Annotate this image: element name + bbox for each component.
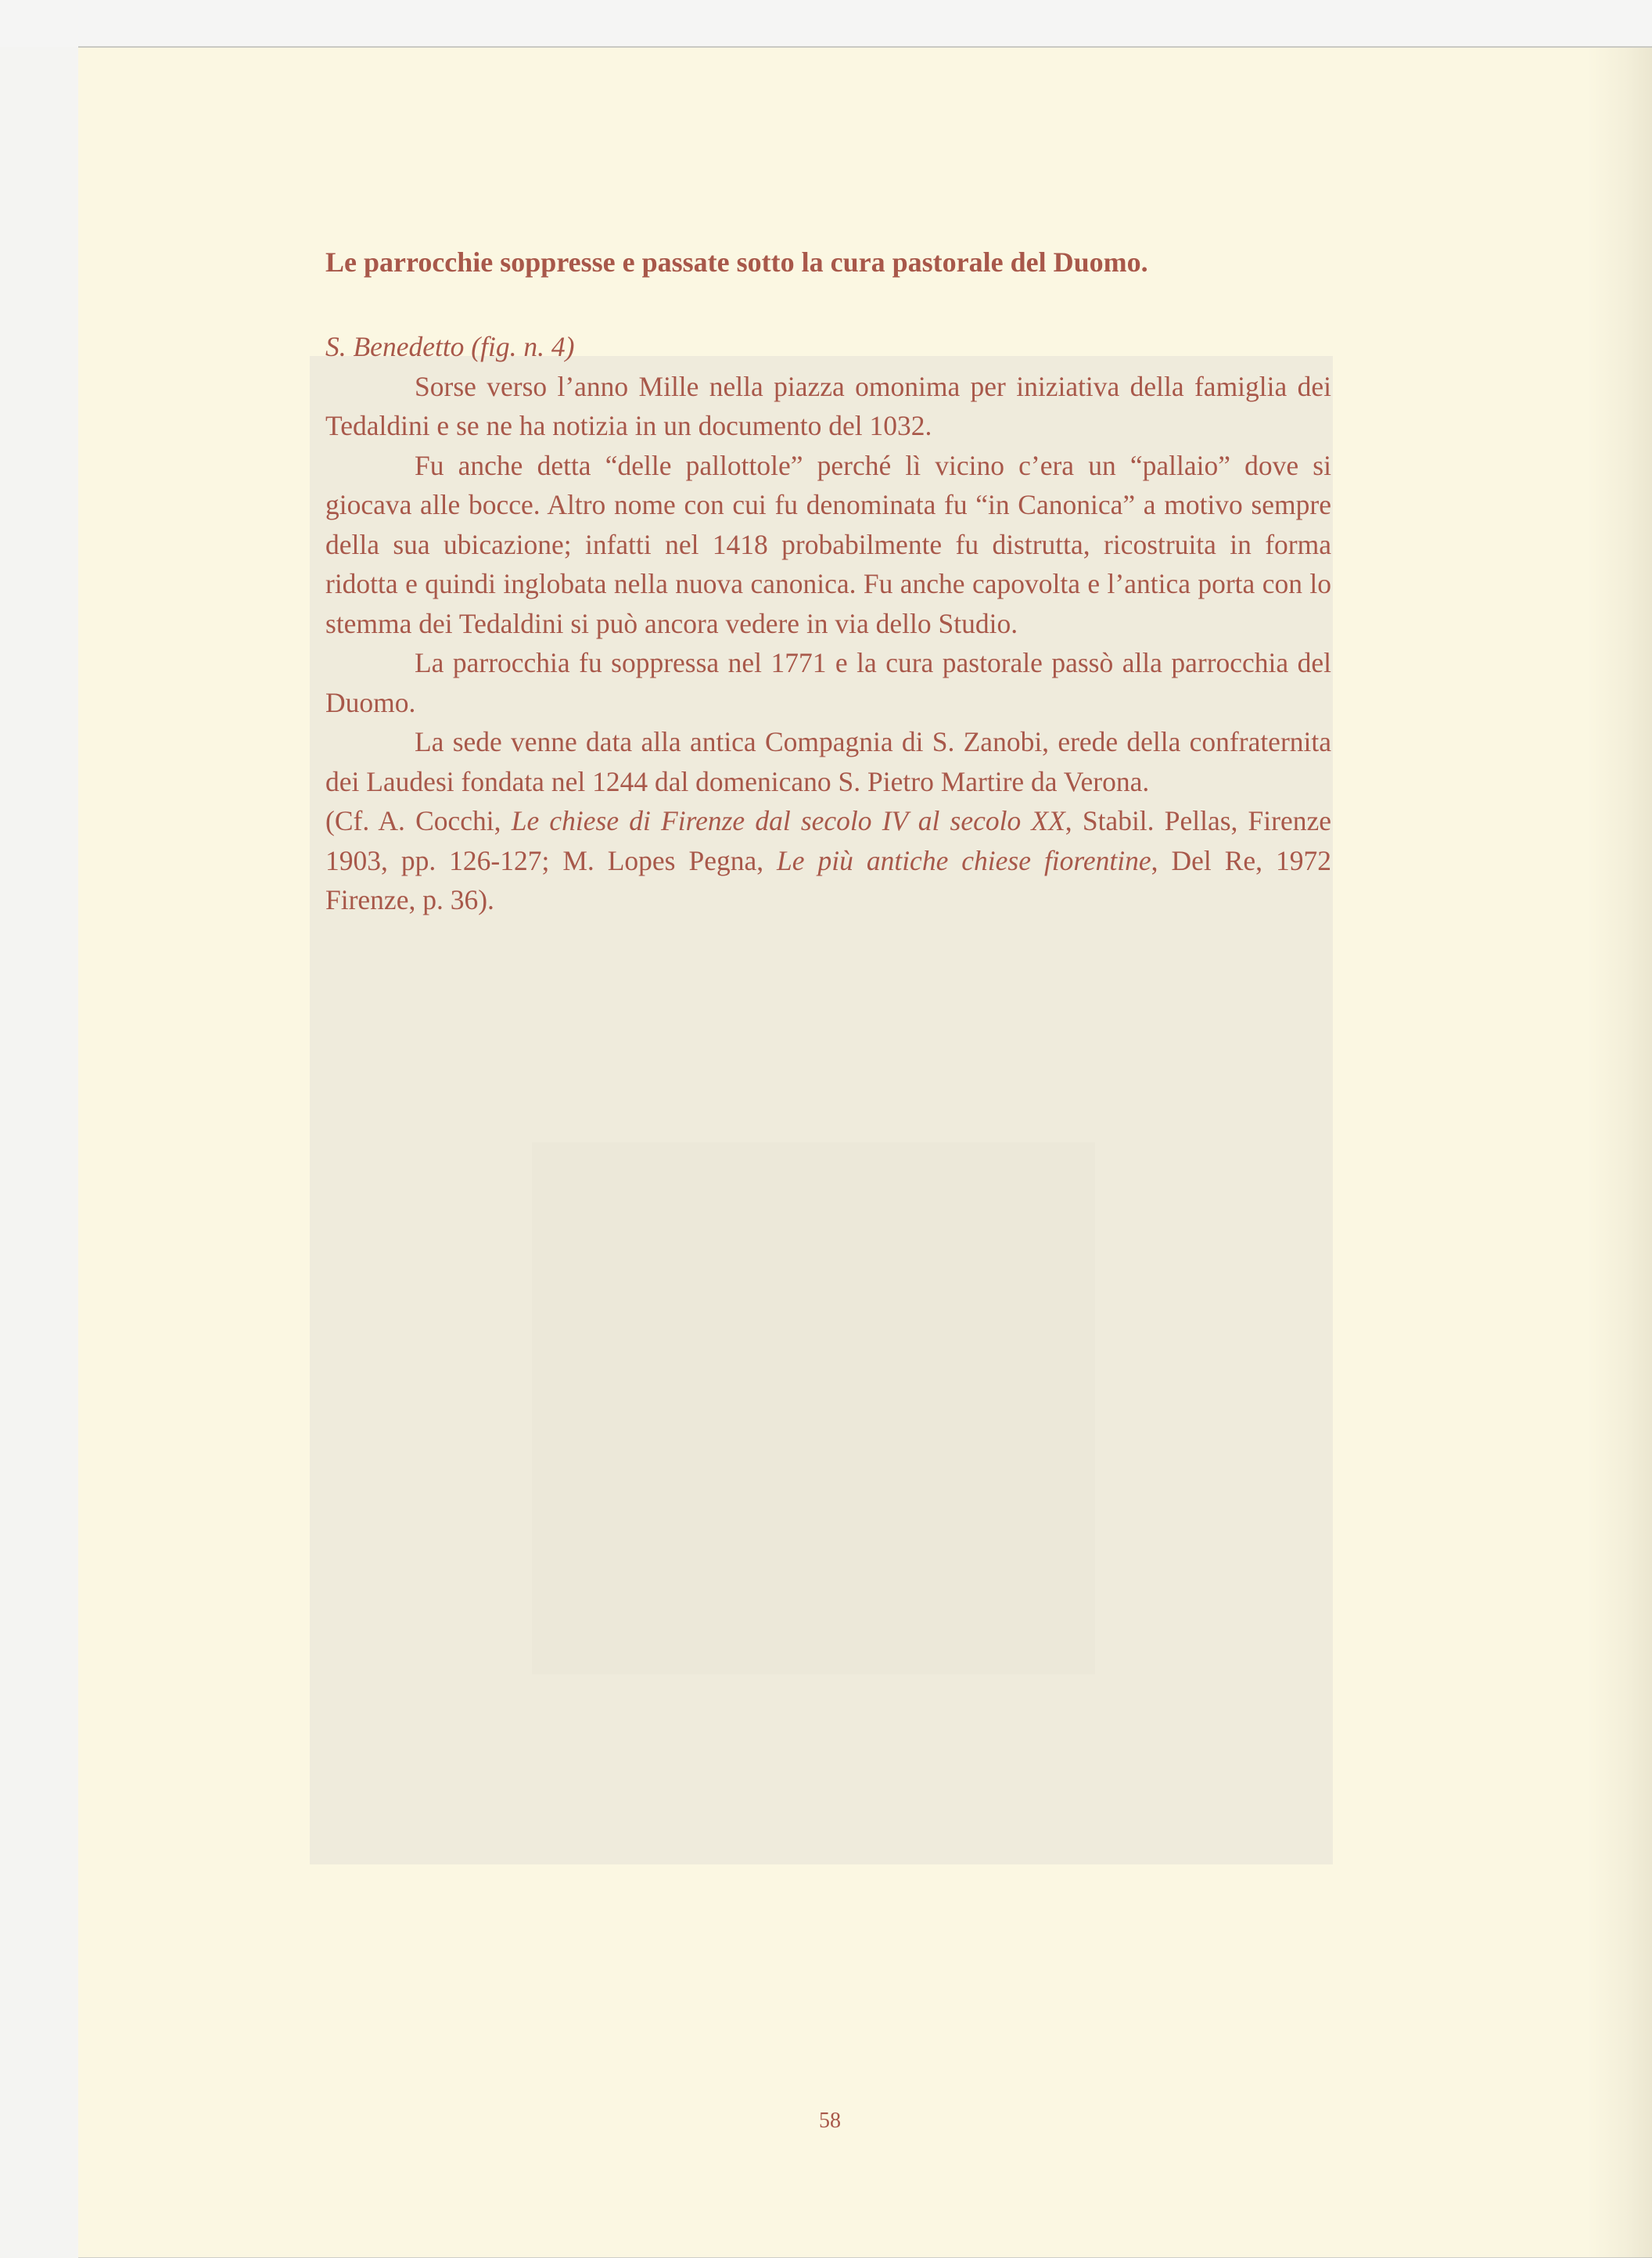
page-right-shadow — [1588, 48, 1652, 2258]
citation-open: (Cf. A. Cocchi, — [325, 805, 512, 836]
page-top-edge — [78, 46, 1652, 48]
page-text-block — [325, 243, 1331, 920]
section-title: S. Benedetto (fig. n. 4) — [325, 331, 575, 362]
citation-close: , Del Re, 1972 Firenze, p. 36). — [325, 844, 1332, 915]
paragraph-4: La sede venne data alla antica Compagnia di S. Zanobi, erede della confraternita dei Laudesi fondata nel 1244 dal domenicano S. Pietro Martire da Verona. — [325, 726, 1331, 797]
scanner-background — [0, 0, 1652, 47]
citation-mid: , Stabil. Pellas, Firenze 1903, pp. 126-127; M. Lopes Pegna, — [325, 805, 1332, 876]
paragraph-1: Sorse verso l’anno Mille nella piazza omonima per iniziativa della famiglia dei Tedaldini e se ne ha notizia in un documento del 1032. — [325, 370, 1331, 441]
paragraph-2: Fu anche detta “delle pallottole” perché lì vicino c’era un “pallaio” dove si giocava alle bocce. Altro nome con cui fu denominata fu “in Canonica” a motivo sempre della sua ubicazione; infatti nel 1418 probabilmente fu distrutta, ricostruita in forma ridotta e quindi inglobata nella nuova canonica. Fu anche capovolta e l’antica porta con lo stemma dei Tedaldini si può ancora vedere in via dello Studio. — [325, 449, 1331, 639]
citation-title-2: Le più antiche chiese fiorentine — [777, 844, 1151, 876]
page-heading: Le parrocchie soppresse e passate sotto la cura pastorale del Duomo. — [325, 246, 1148, 278]
figure-placeholder-inner — [532, 1142, 1095, 1674]
citation-title-1: Le chiese di Firenze dal secolo IV al secolo XX — [511, 805, 1065, 836]
citation — [325, 801, 1331, 920]
page-number: 58 — [819, 2109, 841, 2133]
paragraph-3: La parrocchia fu soppressa nel 1771 e la cura pastorale passò alla parrocchia del Duomo. — [325, 647, 1331, 718]
